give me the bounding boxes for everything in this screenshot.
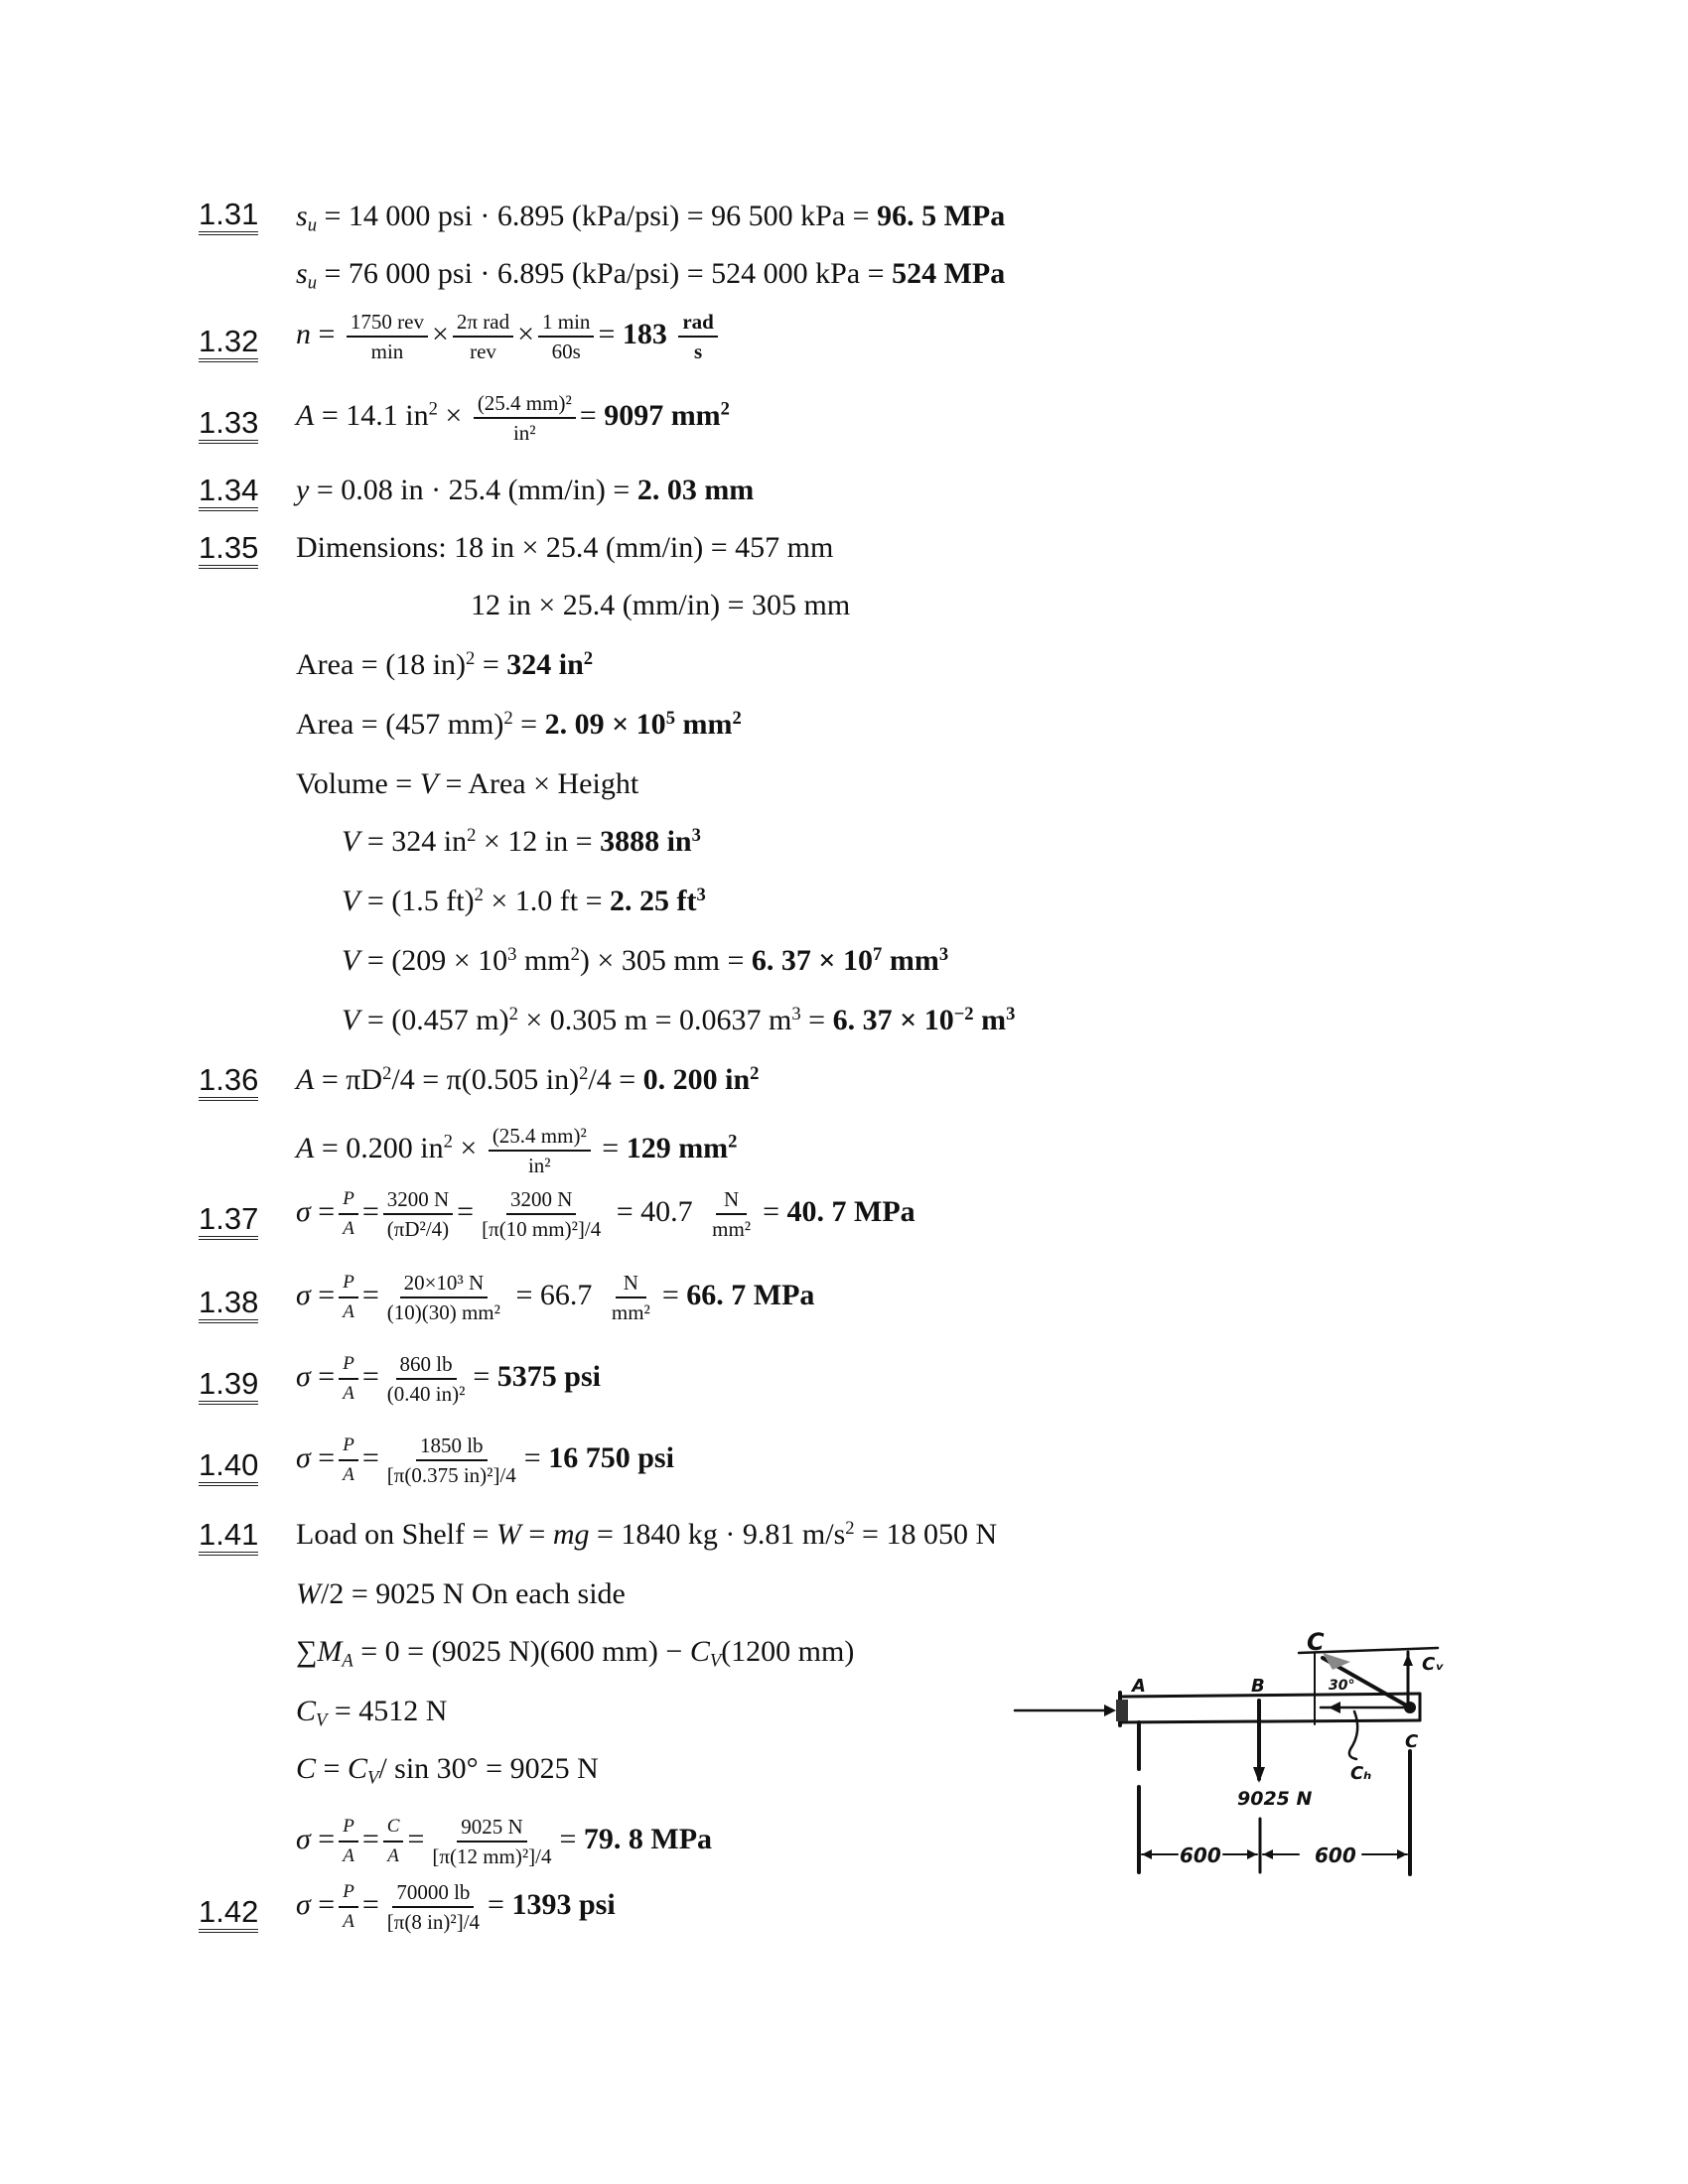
equation-1-32: n = $\frac{\text{1750 rev}}{\min}$ × $\frac{\text{2π rad}}{\text{rev}}$ × $\frac{1 \min}{60s}$ = 183 $\frac{\text{rad}}{s}$	[296, 310, 722, 363]
equation-1-35-area-in: Area = (18 in)$^2$ = 324 $in^2$	[296, 647, 594, 681]
equation-1-41-half: W/2 = 9025 N On each side	[296, 1577, 626, 1610]
equation-1-33: A = 14.1 $in^2$ × $\frac{\text{(25.4 mm)²}}{\text{in²}}$ = 9097 $mm^2$	[296, 391, 730, 445]
problem-number-1-32: 1.32	[199, 326, 258, 362]
problem-number-1-38: 1.38	[199, 1287, 258, 1323]
result: 96. 5 MPa	[877, 200, 1006, 232]
equation-1-31-b: $s_u = 76$ 000 psi · 6.895 (kPa/psi) = 524 000 kPa = 524 MPa	[296, 257, 1006, 294]
label-cv: Cᵥ	[1422, 1654, 1445, 1675]
equation-1-42: σ = $\frac{P}{A}$ = $\frac{70000 lb}{\text{[π(8 in)²]/4}}$ = 1393 psi	[296, 1880, 616, 1934]
equation-1-41-stress: σ = $\frac{P}{A}$ = $\frac{C}{A}$ = $\frac{9025 N}{\text{[π(12 mm)²]/4}}$ = 79. 8 MPa	[296, 1815, 713, 1868]
problem-number-1-41: 1.41	[199, 1519, 258, 1556]
problem-number-1-39: 1.39	[199, 1368, 258, 1405]
equation-1-35-v2: V = (1.5 ft)$^2$ × 1.0 ft = 2. 25 $ft^3$	[342, 884, 706, 917]
label-b: B	[1251, 1676, 1265, 1697]
equation-1-34: y = 0.08 in · 25.4 (mm/in) = 2. 03 mm	[296, 474, 755, 506]
problem-number-1-42: 1.42	[199, 1896, 258, 1933]
equation-1-35-area-mm: Area = (457 mm)$^2$ = 2. $09 \times 10^5$ $mm^2$	[296, 707, 742, 741]
equation-1-39: σ = $\frac{P}{A}$ = $\frac{860 lb}{\text{(0.40 in)²}}$ = 5375 psi	[296, 1352, 601, 1406]
problem-number-1-34: 1.34	[199, 475, 258, 511]
equation-1-35-v1: V = 324 $in^2 \times 12$ in = 3888 $in^3$	[342, 824, 701, 858]
label-angle: 30°	[1329, 1678, 1355, 1694]
equation-1-35-dim-1: Dimensions: 18 in × 25.4 (mm/in) = 457 mm	[296, 531, 834, 564]
label-c-force: C	[1307, 1628, 1325, 1656]
equation-1-37: σ = $\frac{P}{A}$ = $\frac{3200 N}{\text{(πD²/4)}}$ = $\frac{3200 N}{\text{[π(10 mm)²]/4}}$ = 40.7 $\frac{N}{\text{mm²}}$ = 40. 7 MPa	[296, 1187, 915, 1241]
problem-number-1-33: 1.33	[199, 407, 258, 444]
equation-1-35-v3: $V = (209 \times 10^3$ $mm^2) \times 305$ mm = 6. $37 \times 10^7$ $mm^3$	[342, 943, 949, 977]
label-c: C	[1405, 1731, 1419, 1752]
label-load: 9025 N	[1237, 1788, 1313, 1810]
equation-1-36-a: $A = \pi D^2/4 = \pi(0.505$ in)$^2$/4 = 0. 200 $in^2$	[296, 1062, 760, 1096]
equation-1-41-moment: $\sum M_A = 0 = (9025$ N)(600 $mm) - C_V(1200$ mm)	[296, 1635, 855, 1672]
equation-1-40: σ = $\frac{P}{A}$ = $\frac{1850 lb}{\text{[π(0.375 in)²]/4}}$ = 16 750 psi	[296, 1433, 674, 1487]
equation-1-36-b: A = 0.200 $in^2$ × $\frac{\text{(25.4 mm)²}}{\text{in²}}$ = 129 $mm^2$	[296, 1124, 738, 1177]
problem-number-1-36: 1.36	[199, 1064, 258, 1101]
equation-1-41-c: $C = C_V/$ sin 30° = 9025 N	[296, 1752, 599, 1789]
equation-1-38: σ = $\frac{P}{A}$ = $\frac{\text{20×10³ N}}{\text{(10)(30) mm²}}$ = 66.7 $\frac{N}{\text{mm²}}$ = 66. 7 MPa	[296, 1271, 815, 1324]
equation-1-41-load: Load on Shelf = W = mg = 1840 kg · 9.81 $m/s^2 = 18$ 050 N	[296, 1517, 998, 1551]
equation-1-35-v4: V = (0.457 m)$^2$ × 0.305 m = 0.0637 $m^3 = 6$. $37 \times 10^{-2}$ $m^3$	[342, 1003, 1016, 1036]
label-ch: Cₕ	[1350, 1763, 1372, 1784]
result: 524 MPa	[892, 257, 1006, 290]
label-a: A	[1132, 1676, 1146, 1697]
equation-1-35-volume-def: Volume = V = Area × Height	[296, 767, 639, 800]
shelf-free-body-diagram	[1013, 1608, 1450, 1886]
equation-1-35-dim-2: 12 in × 25.4 (mm/in) = 305 mm	[471, 589, 851, 621]
problem-number-1-40: 1.40	[199, 1449, 258, 1486]
problem-number-1-35: 1.35	[199, 532, 258, 569]
equation-1-31-a: $s_u = 14$ 000 psi · 6.895 (kPa/psi) = 96 500 kPa = 96. 5 MPa	[296, 200, 1006, 236]
problem-number-1-31: 1.31	[199, 199, 258, 235]
dimension-left: 600	[1180, 1843, 1221, 1867]
problem-number-1-37: 1.37	[199, 1203, 258, 1240]
dimension-right: 600	[1315, 1843, 1356, 1867]
equation-1-41-cv: $C_V = 4512$ N	[296, 1695, 448, 1731]
